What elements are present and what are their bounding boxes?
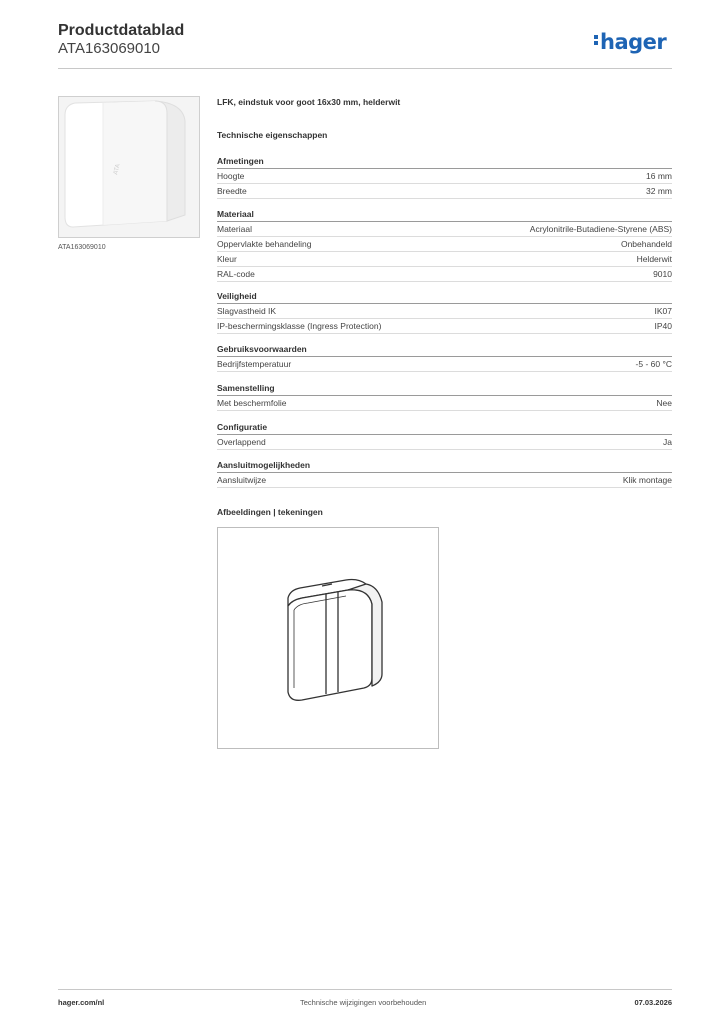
spec-label: Slagvastheid IK: [217, 306, 277, 316]
spec-value: IP40: [654, 321, 672, 331]
spec-group-title: Samenstelling: [217, 382, 672, 396]
footer-divider: [58, 989, 672, 990]
spec-value: Nee: [656, 398, 672, 408]
spec-row: [217, 267, 672, 282]
spec-row: [217, 304, 672, 319]
spec-row: [217, 396, 672, 411]
spec-row: [217, 473, 672, 488]
spec-label: Overlappend: [217, 437, 266, 447]
spec-value: 9010: [653, 269, 672, 279]
spec-row: [217, 237, 672, 252]
spec-value: Helderwit: [636, 254, 672, 264]
spec-value: Acrylonitrile-Butadiene-Styrene (ABS): [529, 224, 672, 234]
spec-row: [217, 184, 672, 199]
spec-label: Kleur: [217, 254, 237, 264]
page-title: Productdatablad: [58, 22, 185, 39]
spec-row: [217, 252, 672, 267]
technical-drawing-image: [218, 528, 438, 748]
spec-row: [217, 222, 672, 237]
spec-row: [217, 169, 672, 184]
spec-group-dimensions: [217, 155, 672, 199]
spec-group-composition: [217, 382, 672, 411]
spec-label: Aansluitwijze: [217, 475, 267, 485]
spec-group-material: [217, 208, 672, 282]
spec-label: RAL-code: [217, 269, 255, 279]
photo-caption: ATA163069010: [58, 244, 106, 251]
spec-label: Met beschermfolie: [217, 398, 287, 408]
spec-group-title: Aansluitmogelijkheden: [217, 459, 672, 473]
spec-value: Klik montage: [622, 475, 672, 485]
spec-group-safety: [217, 290, 672, 334]
spec-group-configuration: [217, 421, 672, 450]
footer-website-link[interactable]: hager.com/nl: [58, 998, 105, 1007]
product-code: ATA163069010: [58, 40, 161, 57]
logo-dots-icon: [594, 33, 598, 47]
spec-label: Breedte: [217, 186, 247, 196]
spec-value: Onbehandeld: [620, 239, 672, 249]
spec-value: 16 mm: [646, 171, 672, 181]
spec-label: IP-beschermingsklasse (Ingress Protection): [217, 321, 382, 331]
technical-drawing: [217, 527, 439, 749]
spec-row: [217, 435, 672, 450]
tech-properties-heading: Technische eigenschappen: [217, 130, 328, 140]
drawings-heading: Afbeeldingen | tekeningen: [217, 507, 323, 517]
spec-group-title: Materiaal: [217, 208, 672, 222]
product-title: LFK, eindstuk voor goot 16x30 mm, helderwit: [217, 97, 401, 107]
header-divider: [58, 68, 672, 69]
spec-value: 32 mm: [646, 186, 672, 196]
spec-label: Hoogte: [217, 171, 245, 181]
footer-disclaimer: Technische wijzigingen voorbehouden: [300, 998, 427, 1007]
hager-logo: [594, 30, 666, 54]
spec-group-title: Veiligheid: [217, 290, 672, 304]
product-photo-image: [59, 97, 199, 237]
product-photo: [58, 96, 200, 238]
spec-row: [217, 357, 672, 372]
spec-group-title: Afmetingen: [217, 155, 672, 169]
spec-value: IK07: [654, 306, 672, 316]
footer-date: 07.03.2026: [634, 998, 672, 1007]
spec-group-conditions: [217, 343, 672, 372]
spec-label: Bedrijfstemperatuur: [217, 359, 292, 369]
spec-value: -5 - 60 °C: [635, 359, 672, 369]
svg-text:ATA: ATA: [112, 163, 122, 176]
spec-group-connection: [217, 459, 672, 488]
logo-text: hager: [600, 30, 667, 54]
spec-group-title: Configuratie: [217, 421, 672, 435]
spec-value: Ja: [663, 437, 672, 447]
spec-group-title: Gebruiksvoorwaarden: [217, 343, 672, 357]
spec-label: Materiaal: [217, 224, 252, 234]
spec-label: Oppervlakte behandeling: [217, 239, 312, 249]
spec-row: [217, 319, 672, 334]
